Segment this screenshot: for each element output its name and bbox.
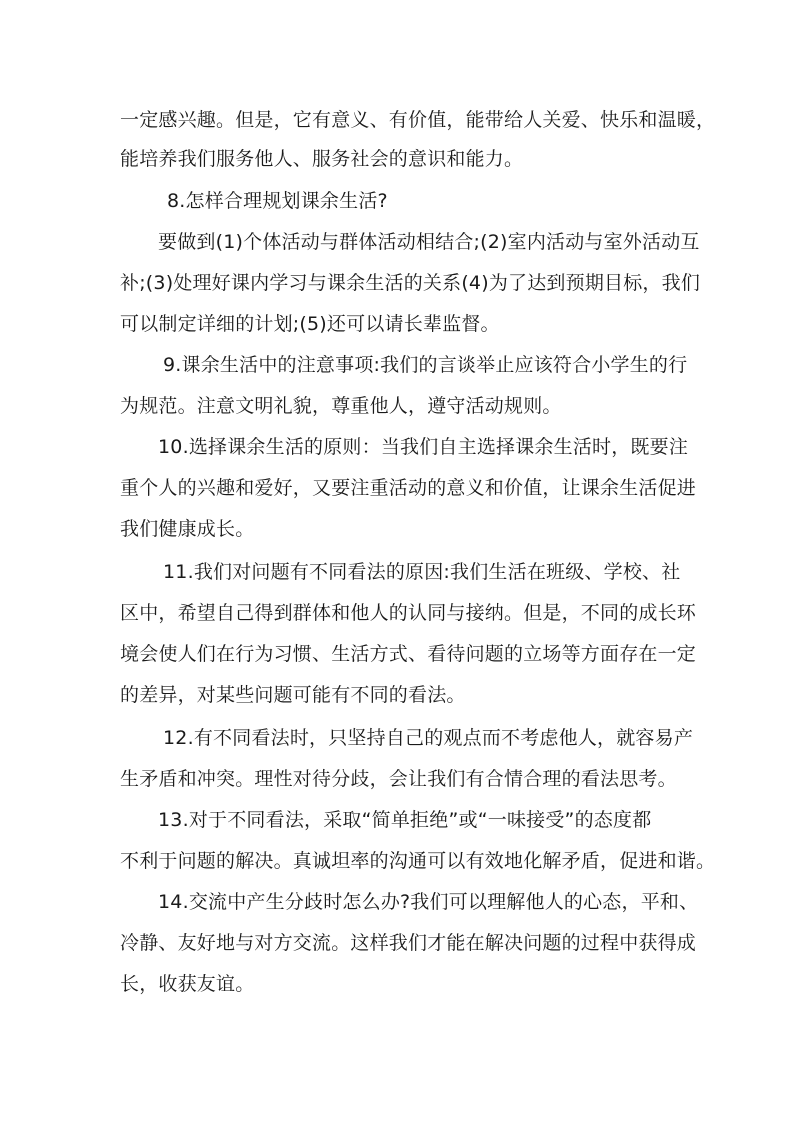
text-line-4: 要做到(1)个体活动与群体活动相结合;(2)室内活动与室外活动互 — [158, 231, 700, 253]
text-line-7: 9.课余生活中的注意事项:我们的言谈举止应该符合小学生的行 — [163, 354, 688, 376]
text-line-16: 12.有不同看法时，只坚持自己的观点而不考虑他人，就容易产 — [163, 727, 694, 749]
text-line-18: 13.对于不同看法，采取“简单拒绝”或“一味接受”的态度都 — [158, 809, 652, 831]
text-line-20: 14.交流中产生分歧时怎么办?我们可以理解他人的心态，平和、 — [158, 891, 699, 913]
text-line-14: 境会使人们在行为习惯、生活方式、看待问题的立场等方面存在一定 — [120, 643, 697, 665]
text-line-22: 长，收获友谊。 — [120, 973, 255, 995]
text-line-21: 冷静、友好地与对方交流。这样我们才能在解决问题的过程中获得成 — [120, 932, 697, 954]
text-line-5: 补;(3)处理好课内学习与课余生活的关系(4)为了达到预期目标，我们 — [120, 272, 701, 294]
text-line-12: 11.我们对问题有不同看法的原因:我们生活在班级、学校、社 — [163, 561, 681, 583]
text-line-9: 10.选择课余生活的原则：当我们自主选择课余生活时，既要注 — [158, 436, 689, 458]
text-line-17: 生矛盾和冲突。理性对待分歧，会让我们有合情合理的看法思考。 — [120, 768, 677, 790]
text-line-15: 的差异，对某些问题可能有不同的看法。 — [120, 684, 466, 706]
text-line-3: 8.怎样合理规划课余生活? — [167, 190, 388, 212]
text-line-13: 区中，希望自己得到群体和他人的认同与接纳。但是，不同的成长环 — [120, 602, 697, 624]
text-line-10: 重个人的兴趣和爱好，又要注重活动的意义和价值，让课余生活促进 — [120, 477, 697, 499]
text-line-2: 能培养我们服务他人、服务社会的意识和能力。 — [120, 148, 524, 170]
text-line-1: 一定感兴趣。但是，它有意义、有价值，能带给人关爱、快乐和温暖， — [120, 109, 716, 131]
text-line-11: 我们健康成长。 — [120, 518, 255, 540]
text-line-8: 为规范。注意文明礼貌，尊重他人，遵守活动规则。 — [120, 395, 562, 417]
text-line-6: 可以制定详细的计划;(5)还可以请长辈监督。 — [120, 313, 500, 335]
text-line-19: 不利于问题的解决。真诚坦率的沟通可以有效地化解矛盾，促进和谐。 — [120, 850, 716, 872]
